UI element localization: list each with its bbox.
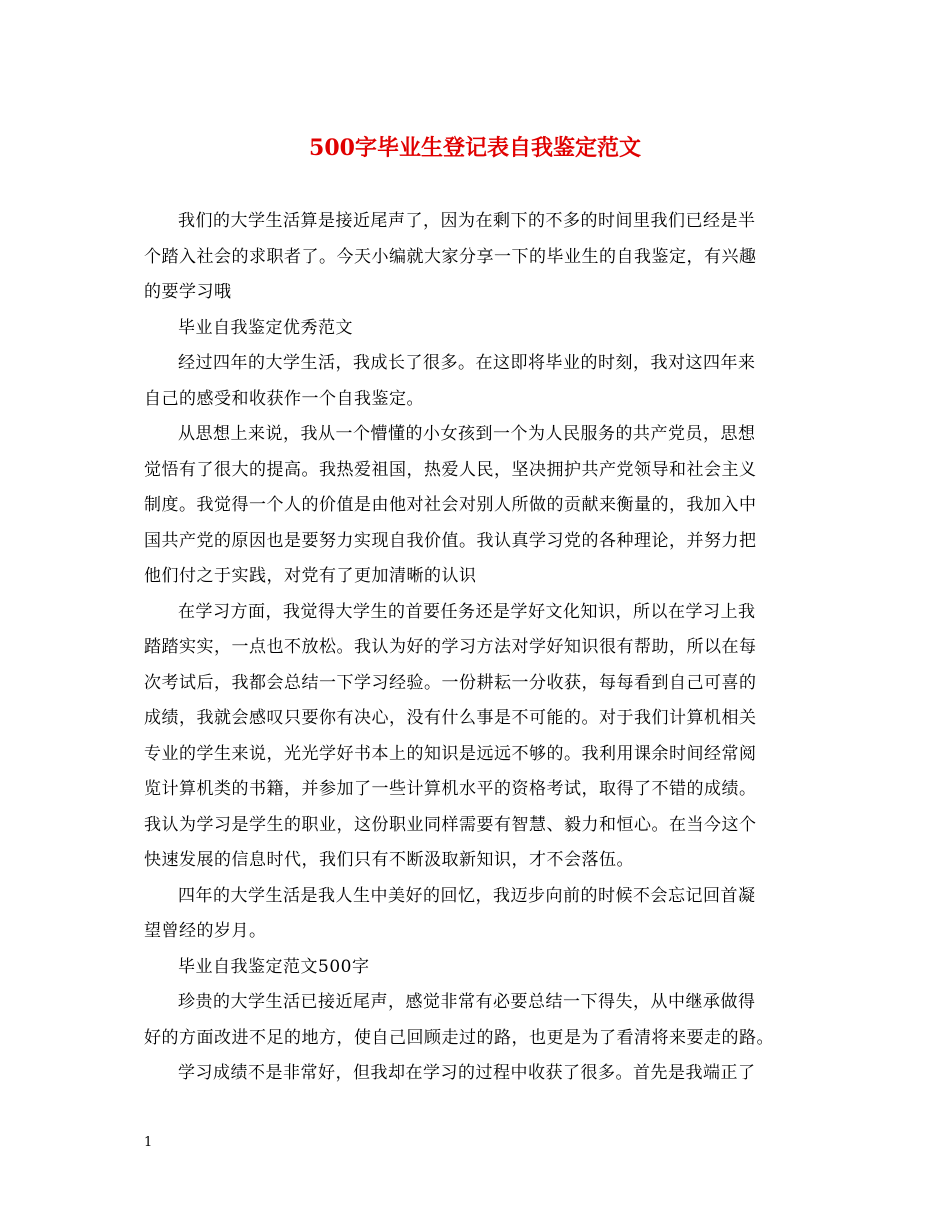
text-line: 的要学习哦 [144,282,232,302]
text-line: 经过四年的大学生活，我成长了很多。在这即将毕业的时刻，我对这四年来 [178,353,756,373]
text-line: 专业的学生来说，光光学好书本上的知识是远远不够的。我利用课余时间经常阅 [144,743,757,764]
text-line: 在学习方面，我觉得大学生的首要任务还是学好文化知识，所以在学习上我 [178,601,756,622]
text-line: 好的方面改进不足的地方，使自己回顾走过的路，也更是为了看清将来要走的路。 [144,1027,774,1048]
text-line: 踏踏实实，一点也不放松。我认为好的学习方法对学好知识很有帮助，所以在每 [144,637,757,657]
document-title: 500字毕业生登记表自我鉴定范文 [309,135,641,161]
text-line: 学习成绩不是非常好，但我却在学习的过程中收获了很多。首先是我端正了 [178,1063,756,1083]
text-line: 成绩，我就会感叹只要你有决心，没有什么事是不可能的。对于我们计算机相关 [144,708,757,728]
text-line: 快速发展的信息时代，我们只有不断汲取新知识，才不会落伍。 [144,850,634,870]
text-line: 望曾经的岁月。 [144,921,267,941]
text-line: 他们付之于实践，对党有了更加清晰的认识 [144,566,477,586]
text-line: 珍贵的大学生活已接近尾声，感觉非常有必要总结一下得失，从中继承做得 [178,992,756,1012]
document-body [144,204,812,1092]
text-line: 毕业自我鉴定优秀范文 [178,317,353,338]
text-line: 我们的大学生活算是接近尾声了，因为在剩下的不多的时间里我们已经是半 [178,211,756,231]
text-line: 国共产党的原因也是要努力实现自我价值。我认真学习党的各种理论，并努力把 [144,530,757,551]
text-line: 次考试后，我都会总结一下学习经验。一份耕耘一分收获，每每看到自己可喜的 [144,672,757,693]
text-line: 毕业自我鉴定范文500字 [178,956,370,977]
text-line: 自己的感受和收获作一个自我鉴定。 [144,388,424,409]
text-line: 我认为学习是学生的职业，这份职业同样需要有智慧、毅力和恒心。在当今这个 [144,814,757,835]
text-line: 个踏入社会的求职者了。今天小编就大家分享一下的毕业生的自我鉴定，有兴趣 [144,246,757,267]
text-line: 制度。我觉得一个人的价值是由他对社会对别人所做的贡献来衡量的，我加入中 [144,495,757,515]
text-line: 览计算机类的书籍，并参加了一些计算机水平的资格考试，取得了不错的成绩。 [144,779,757,799]
text-line: 四年的大学生活是我人生中美好的回忆，我迈步向前的时候不会忘记回首凝 [178,885,756,906]
page-number: 1 [144,1135,153,1150]
text-line: 觉悟有了很大的提高。我热爱祖国，热爱人民，坚决拥护共产党领导和社会主义 [144,459,757,480]
text-line: 从思想上来说，我从一个懵懂的小女孩到一个为人民服务的共产党员，思想 [178,424,756,444]
